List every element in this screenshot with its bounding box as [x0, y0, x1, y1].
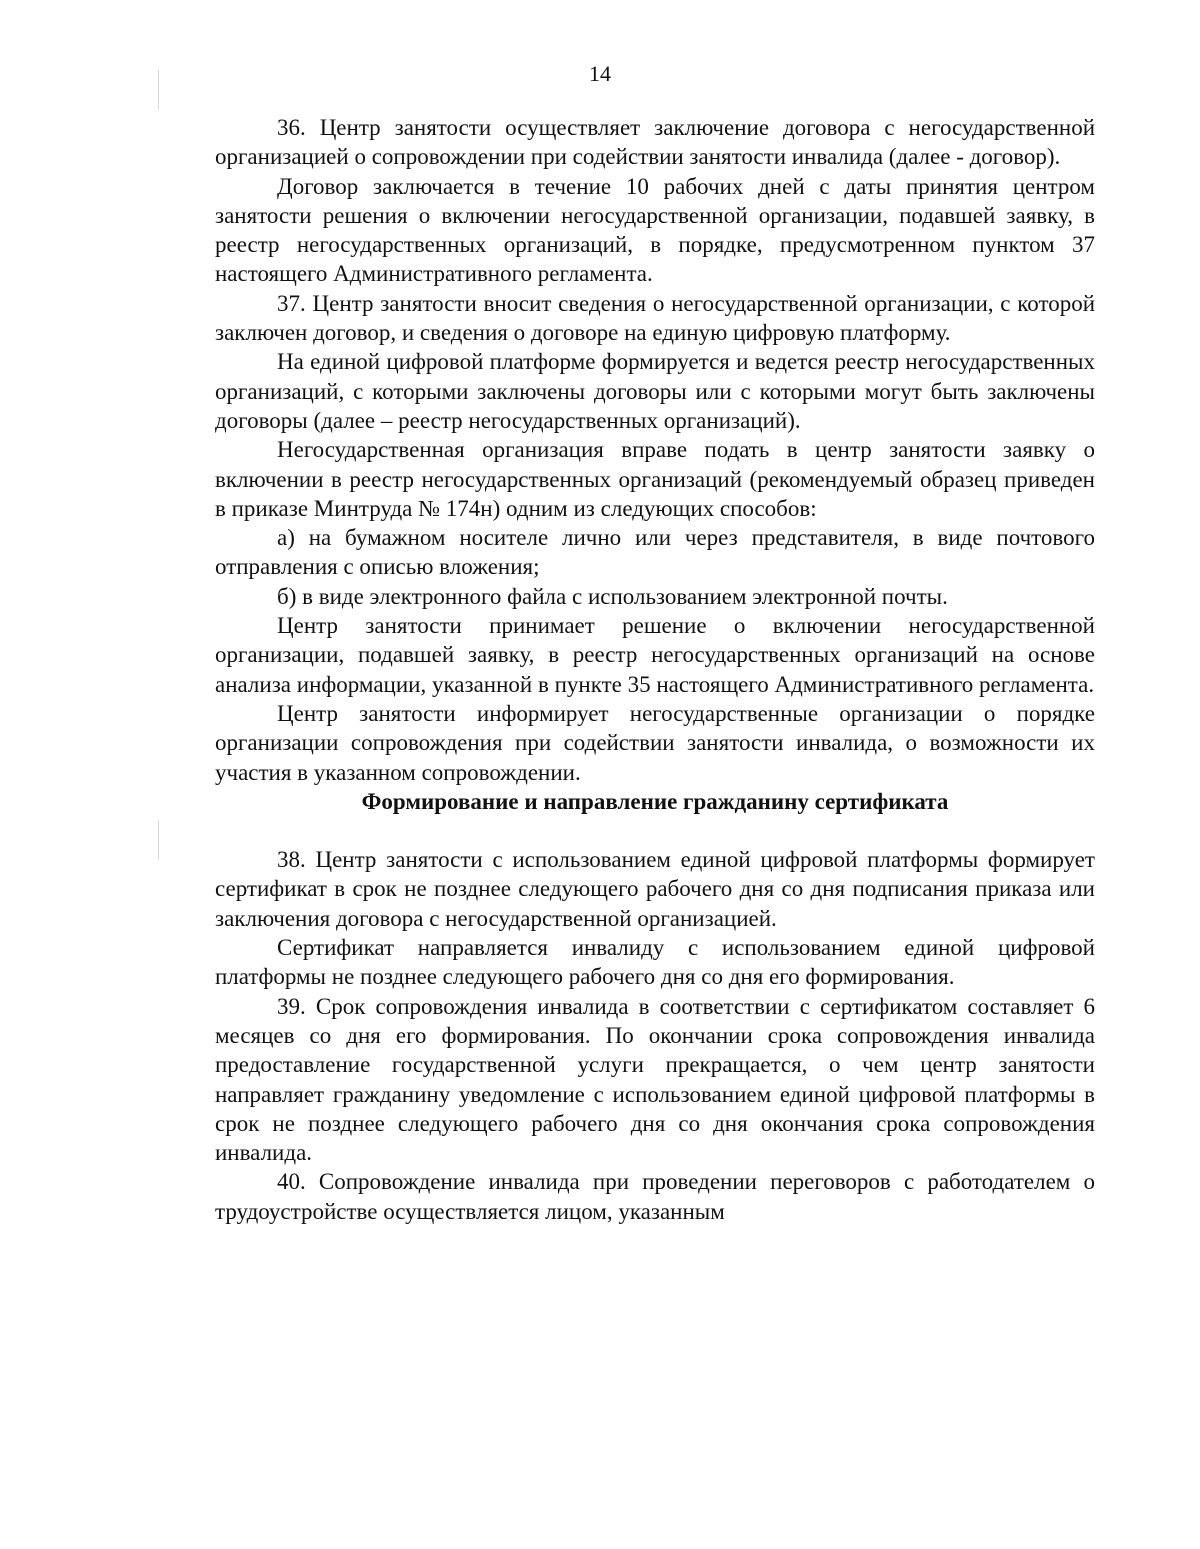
- paragraph-36: 36. Центр занятости осуществляет заключение договора с негосударственной организацией о сопровождении при содействии занятости инвалида (далее - договор).: [215, 115, 1095, 170]
- document-body: [215, 113, 1095, 1226]
- paragraph-40: 40. Сопровождение инвалида при проведении переговоров с работодателем о трудоустройстве осуществляется лицом, указанным: [215, 1169, 1095, 1224]
- paragraph-application: Негосударственная организация вправе подать в центр занятости заявку о включении в реестр негосударственных организаций (рекомендуемый образец приведен в приказе Минтруда № 174н) одним из следующих способов:: [215, 437, 1095, 521]
- page-number: 14: [589, 61, 611, 86]
- paragraph-decision: Центр занятости принимает решение о включении негосударственной организации, подавшей заявку, в реестр негосударственных организаций на основе анализа информации, указанной в пункте 35 настоящего Административного регламента.: [215, 613, 1095, 697]
- scan-edge-mark: [158, 820, 159, 860]
- paragraph-certificate-sending: Сертификат направляется инвалиду с использованием единой цифровой платформы не позднее следующего рабочего дня со дня его формирования.: [215, 935, 1095, 990]
- paragraph-option-b: б) в виде электронного файла с использованием электронной почты.: [277, 583, 948, 609]
- paragraph-37: 37. Центр занятости вносит сведения о негосударственной организации, с которой заключен договор, и сведения о договоре на единую цифровую платформу.: [215, 290, 1095, 346]
- section-heading: Формирование и направление гражданину сертификата: [361, 788, 949, 814]
- paragraph-39: 39. Срок сопровождения инвалида в соответствии с сертификатом составляет 6 месяцев со дня его формирования. По окончании срока сопровождения инвалида предоставление государственной услуги прекращается, о чем центр занятости направляет гражданину уведомление с использованием единой цифровой платформы в срок не позднее следующего рабочего дня со дня окончания срока сопровождения инвалида.: [215, 993, 1095, 1166]
- paragraph-registry: На единой цифровой платформе формируется и ведется реестр негосударственных организаций, с которыми заключены договоры или с которыми могут быть заключены договоры (далее – реестр негосударственных организаций).: [215, 349, 1095, 433]
- paragraph-38: 38. Центр занятости с использованием единой цифровой платформы формирует сертификат в срок не позднее следующего рабочего дня со дня подписания приказа или заключения договора с негосударственной организацией.: [215, 847, 1095, 931]
- paragraph-option-a: а) на бумажном носителе лично или через представителя, в виде почтового отправления с описью вложения;: [215, 525, 1095, 580]
- paragraph-informing: Центр занятости информирует негосударственные организации о порядке организации сопровождения при содействии занятости инвалида, о возможности их участия в указанном сопровождении.: [215, 700, 1095, 785]
- paragraph-contract-term: Договор заключается в течение 10 рабочих дней с даты принятия центром занятости решения о включении негосударственной организации, подавшей заявку, в реестр негосударственных организаций, в порядке, предусмотренном пунктом 37 настоящего Административного регламента.: [215, 173, 1095, 287]
